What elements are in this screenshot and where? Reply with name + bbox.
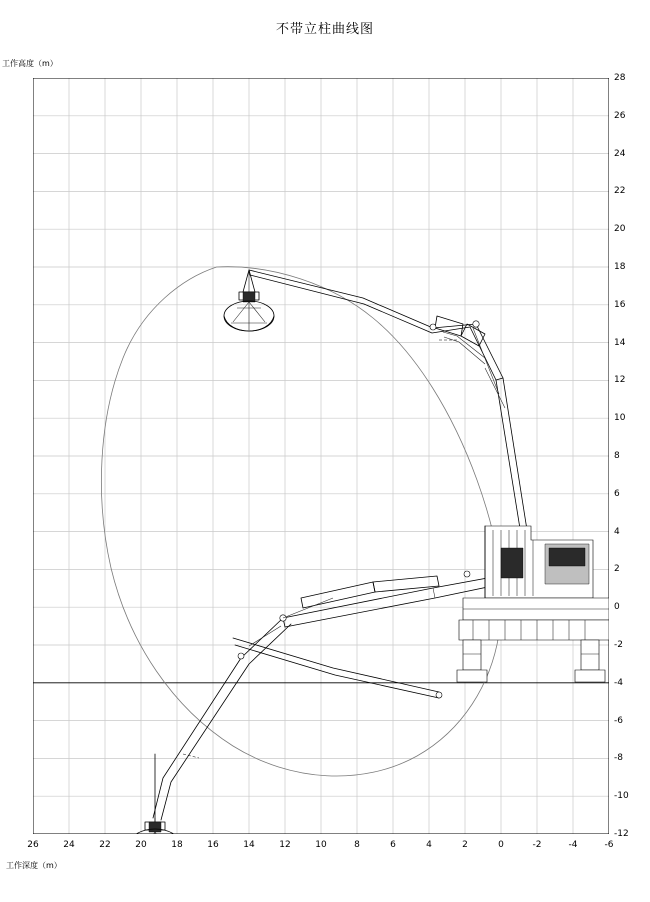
- material-handler-icon: [457, 526, 609, 682]
- y-tick-neg6: -6: [614, 715, 623, 726]
- x-tick-20: 20: [135, 840, 147, 850]
- x-tick-26: 26: [27, 840, 39, 850]
- x-tick-neg2: -2: [532, 840, 542, 850]
- x-tick-8: 8: [354, 840, 360, 850]
- x-tick-12: 12: [279, 840, 291, 850]
- x-tick-0: 0: [498, 840, 504, 850]
- y-axis-label: 工作高度（m）: [2, 59, 58, 68]
- page-title: 不带立柱曲线图: [275, 22, 374, 37]
- x-axis-label: 工作深度（m）: [6, 861, 62, 870]
- working-envelope-curve: [101, 267, 501, 776]
- y-tick-12: 12: [614, 375, 626, 386]
- working-range-diagram: [33, 78, 609, 834]
- x-tick-16: 16: [207, 840, 219, 850]
- y-tick-0: 0: [614, 602, 620, 613]
- grab-bucket-lower-icon: [130, 754, 180, 834]
- y-tick-10: 10: [614, 413, 626, 424]
- y-tick-neg10: -10: [614, 791, 629, 802]
- x-tick-neg6: -6: [604, 840, 614, 850]
- x-tick-6: 6: [390, 840, 396, 850]
- grid: [33, 78, 609, 834]
- y-tick-24: 24: [614, 148, 626, 159]
- y-tick-8: 8: [614, 451, 620, 461]
- y-tick-neg8: -8: [614, 753, 623, 764]
- y-tick-4: 4: [614, 526, 620, 537]
- x-tick-24: 24: [63, 840, 75, 850]
- y-tick-16: 16: [614, 299, 626, 310]
- y-tick-26: 26: [614, 110, 626, 121]
- y-tick-28: 28: [614, 73, 626, 83]
- y-tick-neg12: -12: [614, 829, 629, 839]
- x-tick-14: 14: [243, 840, 255, 850]
- x-tick-22: 22: [99, 840, 111, 850]
- y-tick-neg2: -2: [614, 640, 623, 650]
- y-tick-neg4: -4: [614, 677, 623, 688]
- x-tick-10: 10: [315, 840, 327, 850]
- x-tick-18: 18: [171, 840, 183, 850]
- y-tick-22: 22: [614, 186, 626, 197]
- x-tick-2: 2: [462, 840, 468, 850]
- y-tick-14: 14: [614, 337, 626, 348]
- y-tick-18: 18: [614, 262, 626, 272]
- y-tick-2: 2: [614, 564, 620, 575]
- x-tick-4: 4: [426, 840, 432, 850]
- y-tick-20: 20: [614, 224, 626, 235]
- x-tick-neg4: -4: [568, 840, 578, 850]
- y-tick-6: 6: [614, 488, 620, 499]
